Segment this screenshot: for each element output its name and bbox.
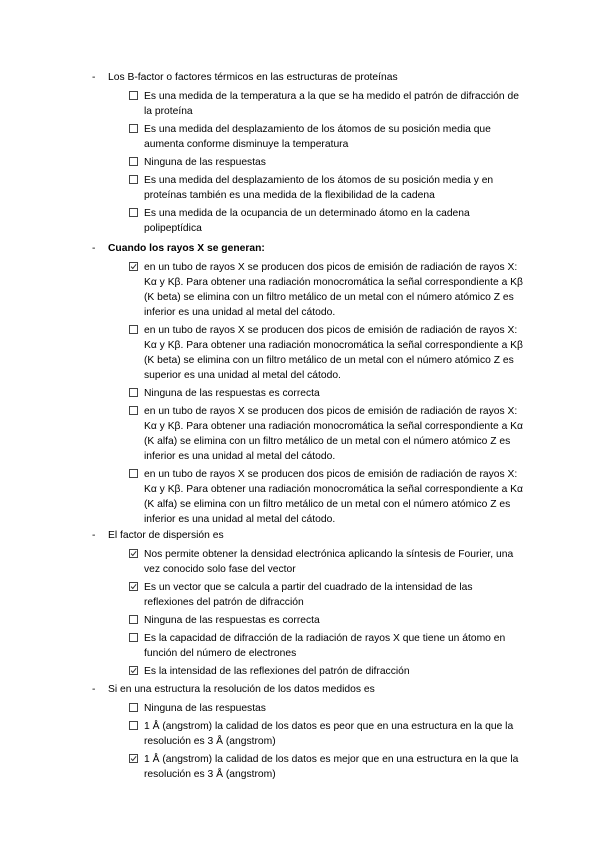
option-text: Es una medida del desplazamiento de los átomos de su posición media y en proteínas también es una medida de la flexibilidad de la cadena <box>144 175 494 201</box>
answer-option[interactable] <box>129 89 524 119</box>
option-text: Ninguna de las respuestas es correcta <box>144 615 320 626</box>
checkmark-icon <box>130 667 137 674</box>
checkbox-icon[interactable] <box>129 721 138 730</box>
checkbox-icon[interactable] <box>129 325 138 334</box>
checked-checkbox-icon[interactable] <box>129 582 138 591</box>
question-text: Si en una estructura la resolución de los datos medidos es <box>108 684 375 695</box>
checkbox-icon[interactable] <box>129 633 138 642</box>
question-header <box>0 241 600 256</box>
list-bullet: - <box>92 530 96 541</box>
checkbox-icon[interactable] <box>129 469 138 478</box>
answer-option[interactable] <box>129 404 524 464</box>
question-text: Los B-factor o factores térmicos en las estructuras de proteínas <box>108 72 398 83</box>
answer-option[interactable] <box>129 613 524 628</box>
options-list <box>0 701 600 782</box>
option-text: Es una medida de la temperatura a la que se ha medido el patrón de difracción de la proteína <box>144 91 519 117</box>
checkmark-icon <box>130 755 137 762</box>
answer-option[interactable] <box>129 323 524 383</box>
checkbox-icon[interactable] <box>129 406 138 415</box>
answer-option[interactable] <box>129 206 524 236</box>
option-text: en un tubo de rayos X se producen dos picos de emisión de radiación de rayos X: Kα y Kβ. Para obtener una radiación monocromática la señal correspondiente a Kβ (K beta) se elimina con un filtro metálico de un metal con el número atómico Z es superior es una unidad al metal del cátodo. <box>144 325 523 381</box>
checkbox-icon[interactable] <box>129 615 138 624</box>
answer-option[interactable] <box>129 155 524 170</box>
answer-option[interactable] <box>129 701 524 716</box>
option-text: Ninguna de las respuestas es correcta <box>144 388 320 399</box>
option-text: Es la intensidad de las reflexiones del patrón de difracción <box>144 666 410 677</box>
checkmark-icon <box>130 583 137 590</box>
checkbox-icon[interactable] <box>129 175 138 184</box>
answer-option[interactable] <box>129 719 524 749</box>
answer-option[interactable] <box>129 752 524 782</box>
question-text: Cuando los rayos X se generan: <box>108 243 265 254</box>
answer-option[interactable] <box>129 122 524 152</box>
answer-option[interactable] <box>129 547 524 577</box>
question-header <box>0 682 600 697</box>
question-header <box>0 528 600 543</box>
list-bullet: - <box>92 243 96 254</box>
options-list <box>0 89 600 236</box>
checked-checkbox-icon[interactable] <box>129 549 138 558</box>
option-text: en un tubo de rayos X se producen dos picos de emisión de radiación de rayos X: Kα y Kβ. Para obtener una radiación monocromática la señal correspondiente a Kα (K alfa) se elimina con un filtro metálico de un metal con el número atómico Z es inferior es una unidad al metal del cátodo. <box>144 406 523 462</box>
option-text: en un tubo de rayos X se producen dos picos de emisión de radiación de rayos X: Kα y Kβ. Para obtener una radiación monocromática la señal correspondiente a Kβ (K beta) se elimina con un filtro metálico de un metal con el número atómico Z es inferior es una unidad al metal del cátodo. <box>144 262 523 318</box>
checkbox-icon[interactable] <box>129 157 138 166</box>
question-header <box>0 70 600 85</box>
checkbox-icon[interactable] <box>129 703 138 712</box>
checked-checkbox-icon[interactable] <box>129 666 138 675</box>
checkbox-icon[interactable] <box>129 91 138 100</box>
question-text: El factor de dispersión es <box>108 530 224 541</box>
option-text: Es la capacidad de difracción de la radiación de rayos X que tiene un átomo en función del número de electrones <box>144 633 506 659</box>
option-text: 1 Å (angstrom) la calidad de los datos es peor que en una estructura en la que la resolución es 3 Å (angstrom) <box>144 721 514 747</box>
answer-option[interactable] <box>129 386 524 401</box>
checkmark-icon <box>130 263 137 270</box>
question-1 <box>0 70 600 239</box>
checked-checkbox-icon[interactable] <box>129 754 138 763</box>
checkbox-icon[interactable] <box>129 388 138 397</box>
answer-option[interactable] <box>129 173 524 203</box>
option-text: Ninguna de las respuestas <box>144 157 266 168</box>
option-text: Es una medida del desplazamiento de los átomos de su posición media que aumenta conforme disminuye la temperatura <box>144 124 491 150</box>
option-text: Es una medida de la ocupancia de un determinado átomo en la cadena polipeptídica <box>144 208 470 234</box>
options-list <box>0 547 600 679</box>
checkmark-icon <box>130 550 137 557</box>
options-list <box>0 260 600 527</box>
checkbox-icon[interactable] <box>129 208 138 217</box>
answer-option[interactable] <box>129 467 524 527</box>
option-text: Ninguna de las respuestas <box>144 703 266 714</box>
list-bullet: - <box>92 72 96 83</box>
answer-option[interactable] <box>129 580 524 610</box>
question-2 <box>0 241 600 530</box>
list-bullet: - <box>92 684 96 695</box>
checkbox-icon[interactable] <box>129 124 138 133</box>
option-text: en un tubo de rayos X se producen dos picos de emisión de radiación de rayos X: Kα y Kβ. Para obtener una radiación monocromática la señal correspondiente a Kα (K alfa) se elimina con un filtro metálico de un metal con el número atómico Z es inferior es una unidad al metal del cátodo. <box>144 469 523 525</box>
option-text: 1 Å (angstrom) la calidad de los datos es mejor que en una estructura en la que la resolución es 3 Å (angstrom) <box>144 754 519 780</box>
question-3 <box>0 528 600 682</box>
answer-option[interactable] <box>129 664 524 679</box>
option-text: Es un vector que se calcula a partir del cuadrado de la intensidad de las reflexiones del patrón de difracción <box>144 582 473 608</box>
checked-checkbox-icon[interactable] <box>129 262 138 271</box>
question-4 <box>0 682 600 785</box>
option-text: Nos permite obtener la densidad electrónica aplicando la síntesis de Fourier, una vez conocido solo fase del vector <box>144 549 514 575</box>
answer-option[interactable] <box>129 260 524 320</box>
answer-option[interactable] <box>129 631 524 661</box>
